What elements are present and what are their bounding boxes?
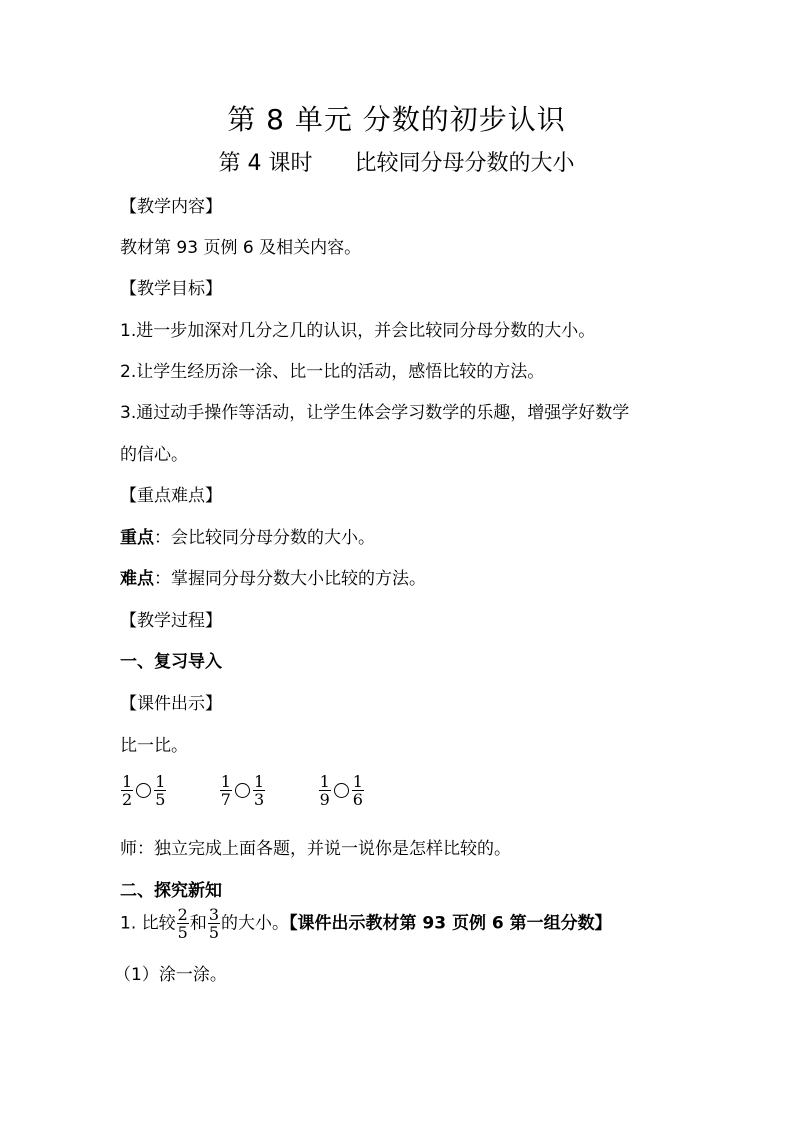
key-points-heading: 【重点难点】: [120, 486, 222, 506]
compare-circle-icon: [136, 783, 151, 798]
fraction-comparisons: [120, 772, 411, 808]
fraction: $\frac{1}{2}$: [122, 772, 133, 809]
item-1: [120, 906, 612, 941]
key-point: [120, 523, 375, 548]
lesson-topic: 比较同分母分数的大小: [354, 151, 575, 176]
comparison-1: [120, 773, 167, 808]
part1-heading: 一、复习导入: [120, 652, 222, 672]
difficulty-point: [120, 564, 426, 589]
difficulty-label: 难点: [120, 569, 154, 589]
fraction: $\frac{1}{9}$: [319, 772, 330, 809]
fraction: $\frac{2}{5}$: [177, 905, 188, 942]
key-point-label: 重点: [120, 528, 154, 548]
item-1-and: 和: [189, 913, 207, 934]
unit-title: 第 8 单元 分数的初步认识: [227, 103, 566, 136]
goal-item-3-continued: 的信心。: [120, 445, 188, 465]
sub-item-1: （1）涂一涂。: [114, 965, 227, 985]
fraction: $\frac{1}{7}$: [220, 772, 231, 809]
goal-item-1: 1.进一步加深对几分之几的认识，并会比较同分母分数的大小。: [120, 321, 596, 341]
teacher-instruction: 师：独立完成上面各题，并说一说你是怎样比较的。: [120, 839, 511, 859]
content-text: 教材第 93 页例 6 及相关内容。: [120, 238, 362, 258]
goal-item-2: 2.让学生经历涂一涂、比一比的活动，感悟比较的方法。: [120, 362, 545, 382]
compare-prompt: 比一比。: [120, 736, 188, 756]
goal-item-3: 3.通过动手操作等活动，让学生体会学习数学的乐趣，增强学好数学: [120, 403, 630, 423]
fraction: $\frac{1}{6}$: [352, 772, 363, 809]
courseware-heading: 【课件出示】: [120, 694, 222, 714]
item-1-prefix: 1. 比较: [120, 913, 176, 934]
fraction: $\frac{3}{5}$: [208, 905, 219, 942]
lesson-number: 第 4 课时: [218, 151, 313, 176]
goals-heading: 【教学目标】: [120, 279, 222, 299]
compare-circle-icon: [334, 783, 349, 798]
fraction: $\frac{1}{3}$: [253, 772, 265, 809]
comparison-3: [318, 773, 365, 808]
content-heading: 【教学内容】: [120, 197, 222, 217]
key-point-text: ：会比较同分母分数的大小。: [154, 528, 375, 548]
fraction: $\frac{1}{5}$: [155, 772, 166, 809]
item-1-mid: 的大小。: [221, 913, 289, 934]
comparison-2: [219, 773, 266, 808]
difficulty-text: ：掌握同分母分数大小比较的方法。: [154, 569, 426, 589]
process-heading: 【教学过程】: [120, 611, 222, 631]
compare-circle-icon: [235, 783, 250, 798]
lesson-subtitle: [0, 146, 793, 177]
item-1-courseware-note: 【课件出示教材第 93 页例 6 第一组分数】: [289, 913, 612, 934]
part2-heading: 二、探究新知: [120, 881, 222, 901]
